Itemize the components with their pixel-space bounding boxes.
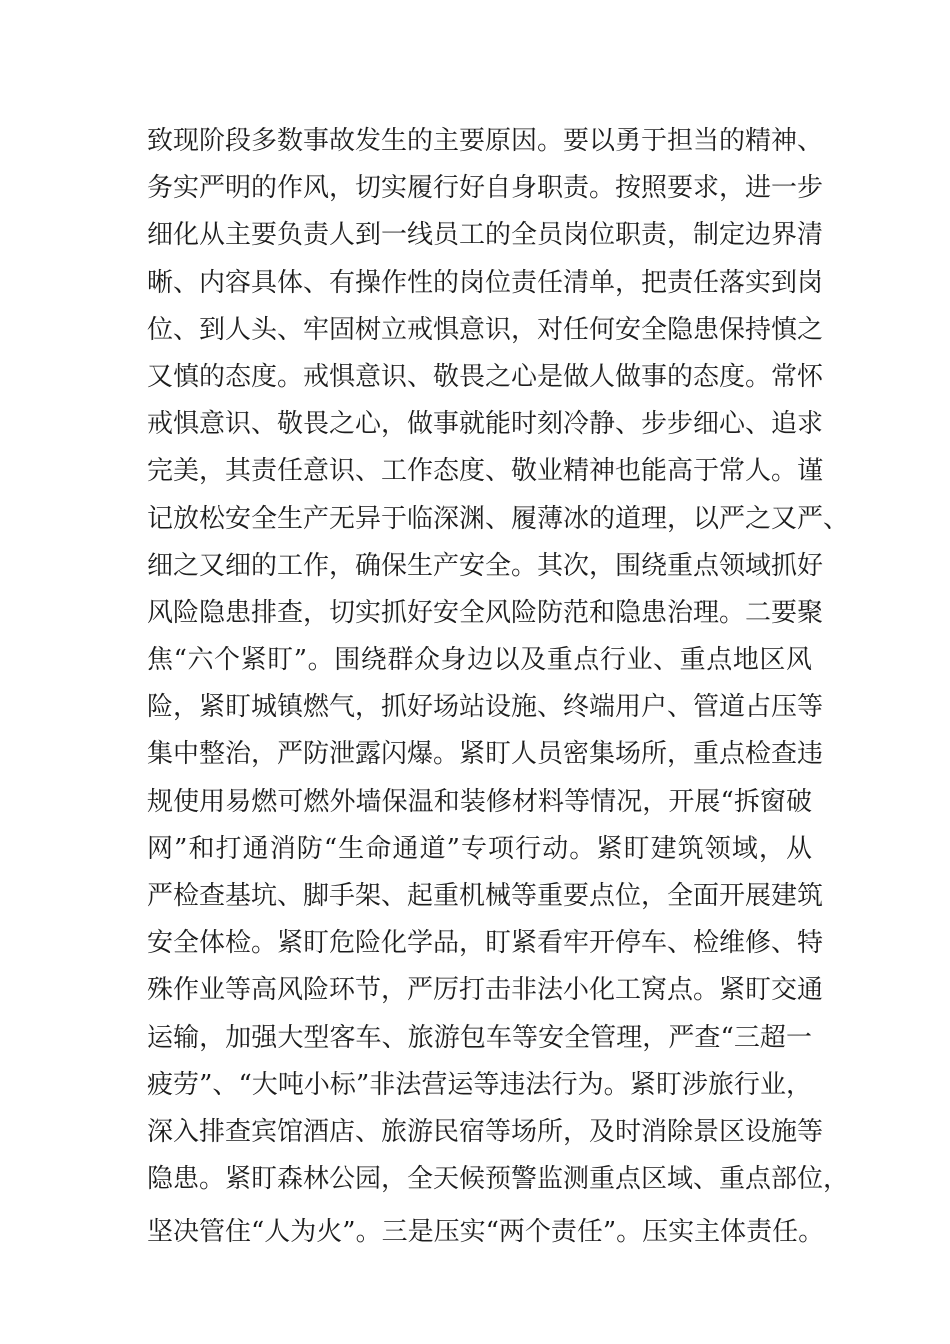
- text-line: 戒惧意识、敬畏之心，做事就能时刻冷静、步步细心、追求: [147, 409, 824, 440]
- text-line: 安全体检。紧盯危险化学品，盯紧看牢开停车、检维修、特: [147, 928, 824, 959]
- text-line: 风险隐患排查，切实抓好安全风险防范和隐患治理。二要聚: [147, 597, 824, 628]
- text-line: 致现阶段多数事故发生的主要原因。要以勇于担当的精神、: [147, 126, 824, 156]
- text-line: 细之又细的工作，确保生产安全。其次，围绕重点领域抓好: [147, 550, 824, 581]
- text-line: 网”和打通消防“生命通道”专项行动。紧盯建筑领域，从: [147, 833, 812, 864]
- text-line: 规使用易燃可燃外墙保温和装修材料等情况，开展“拆窗破: [147, 786, 812, 817]
- text-line: 位、到人头、牢固树立戒惧意识，对任何安全隐患保持慎之: [147, 314, 824, 345]
- text-line: 记放松安全生产无异于临深渊、履薄冰的道理，以严之又严、: [147, 503, 850, 534]
- text-line: 运输，加强大型客车、旅游包车等安全管理，严查“三超一: [147, 1022, 812, 1053]
- text-line: 务实严明的作风，切实履行好自身职责。按照要求，进一步: [147, 173, 824, 204]
- text-line: 疲劳”、“大吨小标”非法营运等违法行为。紧盯涉旅行业，: [147, 1069, 812, 1100]
- text-line: 险，紧盯城镇燃气，抓好场站设施、终端用户、管道占压等: [147, 692, 824, 723]
- text-line: 细化从主要负责人到一线员工的全员岗位职责，制定边界清: [147, 220, 824, 251]
- text-line: 坚决管住“人为火”。三是压实“两个责任”。压实主体责任。: [147, 1217, 825, 1248]
- text-line: 完美，其责任意识、工作态度、敬业精神也能高于常人。谨: [147, 456, 824, 487]
- text-line: 焦“六个紧盯”。围绕群众身边以及重点行业、重点地区风: [147, 645, 812, 676]
- text-line: 晰、内容具体、有操作性的岗位责任清单，把责任落实到岗: [147, 267, 824, 298]
- text-line: 严检查基坑、脚手架、起重机械等重要点位，全面开展建筑: [147, 881, 824, 911]
- text-line: 集中整治，严防泄露闪爆。紧盯人员密集场所，重点检查违: [147, 739, 824, 770]
- text-line: 深入排查宾馆酒店、旅游民宿等场所，及时消除景区设施等: [147, 1116, 824, 1147]
- text-line: 隐患。紧盯森林公园，全天候预警监测重点区域、重点部位，: [147, 1164, 850, 1195]
- text-line: 又慎的态度。戒惧意识、敬畏之心是做人做事的态度。常怀: [147, 361, 824, 392]
- body-paragraph: [147, 118, 850, 1257]
- text-line: 殊作业等高风险环节，严厉打击非法小化工窝点。紧盯交通: [147, 975, 824, 1006]
